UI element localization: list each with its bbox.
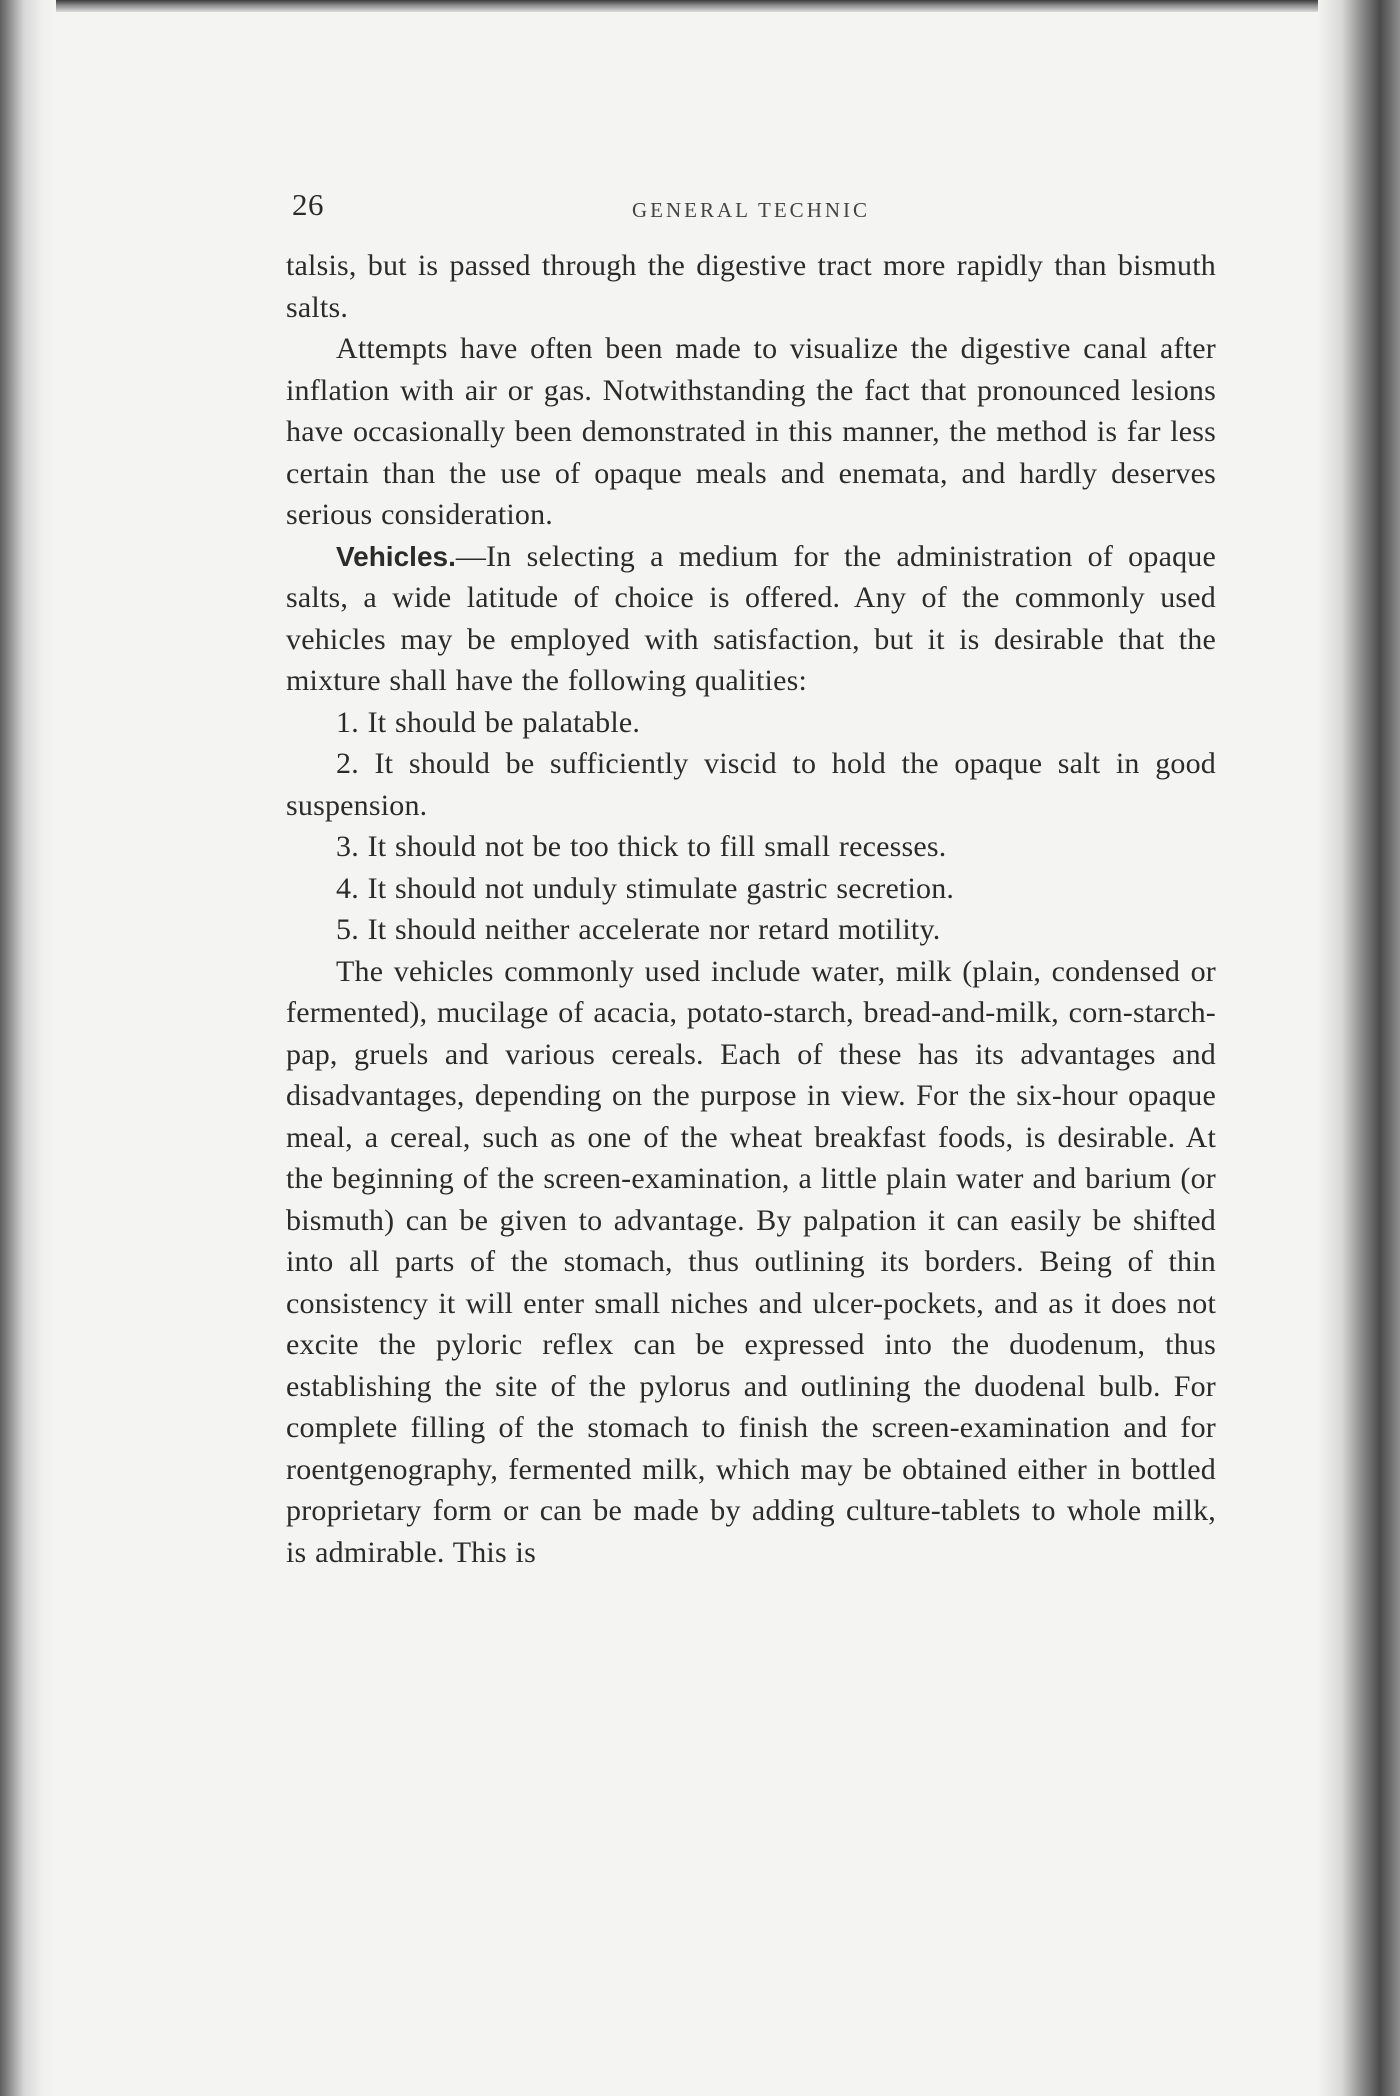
inflation-paragraph: Attempts have often been made to visualize the digestive canal after inflation with air or gas. Notwithstanding the fact that pronounced lesions have occasionally been demonstrated in this manner, the method is far less certain than the use of opaque meals and enemata, and hardly deserves serious consideration. [286, 332, 1216, 531]
list-item: 5. It should neither accelerate nor retard motility. [336, 913, 941, 946]
body-text [286, 245, 1216, 1573]
list-item: 3. It should not be too thick to fill small recesses. [336, 830, 947, 863]
list-item: 2. It should be sufficiently viscid to hold the opaque salt in good suspension. [286, 747, 1216, 822]
top-page-edge-shadow [0, 0, 1400, 12]
running-title: GENERAL TECHNIC [631, 198, 871, 222]
vehicles-paragraph [286, 536, 1216, 702]
running-header [286, 185, 1216, 243]
vehicles-heading: Vehicles. [336, 540, 456, 572]
vehicles-used-paragraph: The vehicles commonly used include water, milk (plain, condensed or fermented), mucilage of acacia, potato-starch, bread-and-milk, corn-starch-pap, gruels and various cereals. Each of these has its advantages and disadvantages, depending on the purpose in view. For the six-hour opaque meal, a cereal, such as one of the wheat breakfast foods, is desirable. At the beginning of the screen-examination, a little plain water and barium (or bismuth) can be given to advantage. By palpation it can easily be shifted into all parts of the stomach, thus outlining its borders. Being of thin consistency it will enter small niches and ulcer-pockets, and as it does not excite the pyloric reflex can be expressed into the duodenum, thus establishing the site of the pylorus and outlining the duodenal bulb. For complete filling of the stomach to finish the screen-examination and for roentgenography, fermented milk, which may be obtained either in bottled proprietary form or can be made by adding culture-tablets to whole milk, is admirable. This is [286, 954, 1216, 1569]
page-content [286, 185, 1216, 1573]
page-number: 26 [292, 187, 324, 222]
vehicles-paragraph-text: —In selecting a medium for the administration of opaque salts, a wide latitude of choice is offered. Any of the commonly used vehicles may be employed with satisfaction, but it is desirable that the mixture shall have the following qualities: [286, 539, 1216, 697]
left-binding-shadow [0, 0, 56, 2096]
list-item: 4. It should not unduly stimulate gastric secretion. [336, 871, 955, 905]
continued-paragraph: talsis, but is passed through the digestive tract more rapidly than bismuth salts. [286, 249, 1216, 324]
list-item: 1. It should be palatable. [336, 705, 641, 739]
right-page-edge-shadow [1318, 0, 1400, 2096]
